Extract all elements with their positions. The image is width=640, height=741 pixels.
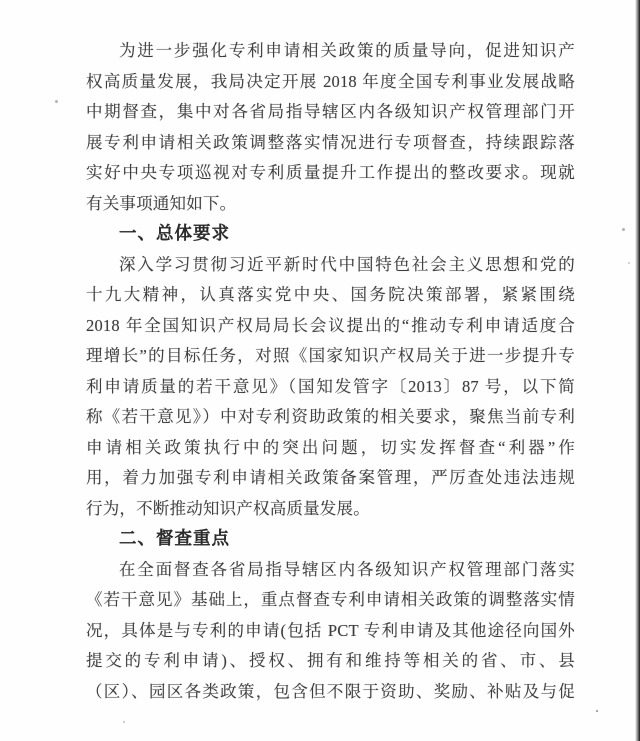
- document-line: 中期督查，集中对各省局指导辖区内各级知识产权管理部门开: [86, 102, 575, 121]
- document-line: 深入学习贯彻习近平新时代中国特色社会主义思想和党的: [119, 254, 575, 274]
- document-line: 有关事项通知如下。: [86, 193, 237, 213]
- document-line: 展专利申请相关政策调整落实情况进行专项督查，持续跟踪落: [86, 132, 575, 152]
- document-line: 申请相关政策执行中的突出问题，切实发挥督查“利器”作: [86, 437, 575, 457]
- document-line: 权高质量发展，我局决定开展 2018 年度全国专利事业发展战略: [86, 71, 575, 91]
- document-line: 行为，不断推动知识产权高质量发展。: [86, 498, 370, 518]
- scan-speck: [596, 710, 598, 712]
- document-line: 利申请质量的若干意见》（国知发管字〔2013〕87 号，以下简: [86, 376, 575, 396]
- document-line: 十九大精神，认真落实党中央、国务院决策部署，紧紧围绕: [86, 285, 575, 304]
- document-line: 在全面督查各省局指导辖区内各级知识产权管理部门落实: [119, 559, 575, 579]
- section-heading: 一、总体要求: [119, 224, 230, 244]
- document-text-block: [86, 36, 575, 707]
- document-line: 理增长”的目标任务，对照《国家知识产权局关于进一步提升专: [86, 346, 575, 365]
- section-heading: 二、督查重点: [119, 529, 230, 549]
- document-line: 称《若干意见》）中对专利资助政策的相关要求，聚焦当前专利: [86, 407, 575, 426]
- document-line: 为进一步强化专利申请相关政策的质量导向，促进知识产: [119, 41, 575, 60]
- scan-speck: [123, 721, 125, 723]
- document-line: 《若干意见》基础上，重点督查专利申请相关政策的调整落实情: [86, 590, 575, 609]
- scan-speck: [628, 262, 630, 264]
- scan-speck: [55, 100, 58, 103]
- document-line: 2018 年全国知识产权局局长会议提出的“推动专利申请适度合: [86, 315, 575, 335]
- scan-speck: [622, 228, 625, 231]
- document-line: 提交的专利申请)、授权、拥有和维持等相关的省、市、县: [86, 651, 575, 670]
- document-line: 况，具体是与专利的申请(包括 PCT 专利申请及其他途径向国外: [86, 620, 575, 640]
- scan-edge-shadow: [635, 0, 640, 741]
- document-line: 实好中央专项巡视对专利质量提升工作提出的整改要求。现就: [86, 163, 575, 182]
- document-line: （区）、园区各类政策，包含但不限于资助、奖励、补贴及与促: [86, 681, 575, 701]
- document-line: 用，着力加强专利申请相关政策备案管理，严厉查处违法违规: [86, 468, 575, 487]
